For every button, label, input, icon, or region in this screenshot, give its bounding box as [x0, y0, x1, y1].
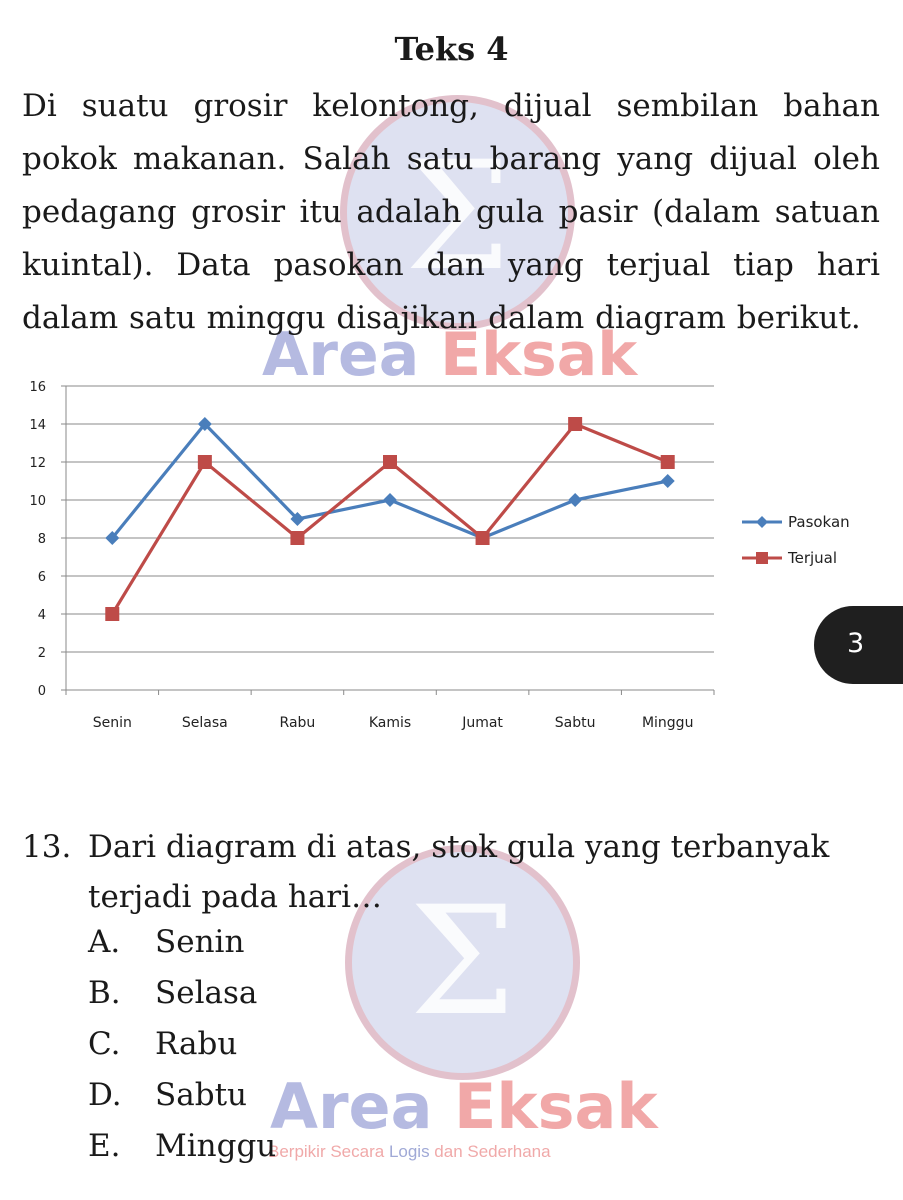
- x-tick-label: Sabtu: [554, 715, 596, 731]
- y-tick-label: 6: [37, 570, 46, 585]
- data-point-terjual: [198, 455, 212, 469]
- option-letter: D.: [88, 1077, 122, 1113]
- watermark-tagline: Berpikir Secara Logis dan Sederhana: [268, 1142, 551, 1161]
- legend-label-pasokan: Pasokan: [788, 513, 850, 531]
- section-title: Teks 4: [394, 30, 509, 68]
- y-tick-label: 2: [37, 646, 46, 661]
- data-point-terjual: [476, 531, 490, 545]
- option-text: Minggu: [155, 1128, 277, 1164]
- data-point-terjual: [568, 417, 582, 431]
- option-letter: A.: [88, 924, 121, 960]
- data-point-pasokan: [568, 493, 582, 507]
- line-chart: [0, 370, 903, 750]
- option-letter: E.: [88, 1128, 121, 1164]
- legend-marker-terjual: [756, 552, 768, 564]
- y-tick-label: 0: [37, 684, 46, 699]
- question-text: Dari diagram di atas, stok gula yang terbanyak terjadi pada hari…: [88, 829, 830, 915]
- y-tick-label: 8: [37, 532, 46, 547]
- x-tick-label: Minggu: [641, 715, 694, 731]
- watermark-sigma-top: Σ: [404, 130, 511, 304]
- question-number: 13.: [22, 829, 72, 865]
- data-point-terjual: [661, 455, 675, 469]
- page-number-badge: [814, 606, 903, 684]
- y-tick-label: 4: [37, 608, 46, 623]
- data-point-terjual: [290, 531, 304, 545]
- data-point-pasokan: [383, 493, 397, 507]
- data-point-terjual: [105, 607, 119, 621]
- x-tick-label: Rabu: [279, 715, 316, 731]
- option-text: Selasa: [155, 975, 258, 1011]
- data-point-terjual: [383, 455, 397, 469]
- option-letter: C.: [88, 1026, 121, 1062]
- legend-label-terjual: Terjual: [788, 549, 838, 567]
- intro-paragraph: Di suatu grosir kelontong, dijual sembilan bahan pokok makanan. Salah satu barang yang dijual oleh pedagang grosir itu adalah gula pasir (dalam satuan kuintal). Data pasokan dan yang terjual tiap hari dalam satu minggu disajikan dalam diagram berikut.: [22, 88, 880, 336]
- option-text: Sabtu: [155, 1077, 247, 1113]
- y-tick-label: 14: [29, 418, 46, 433]
- option-text: Rabu: [155, 1026, 238, 1062]
- legend-marker-pasokan: [756, 516, 768, 528]
- x-tick-label: Senin: [92, 715, 132, 731]
- option-letter: B.: [88, 975, 121, 1011]
- x-tick-label: Jumat: [462, 715, 503, 731]
- data-point-pasokan: [661, 474, 675, 488]
- page-number: 3: [847, 628, 865, 659]
- y-tick-label: 10: [29, 494, 46, 509]
- watermark-sigma-bottom: Σ: [409, 875, 516, 1049]
- x-tick-label: Selasa: [181, 715, 228, 731]
- series-line-terjual: [112, 424, 667, 614]
- y-tick-label: 12: [29, 456, 46, 471]
- option-text: Senin: [155, 924, 245, 960]
- watermark-brand-bottom: Area Eksak: [270, 1070, 658, 1143]
- y-tick-label: 16: [29, 380, 46, 395]
- series-line-pasokan: [112, 424, 667, 538]
- watermark-brand-top: Area Eksak: [262, 320, 638, 390]
- x-tick-label: Kamis: [368, 715, 412, 731]
